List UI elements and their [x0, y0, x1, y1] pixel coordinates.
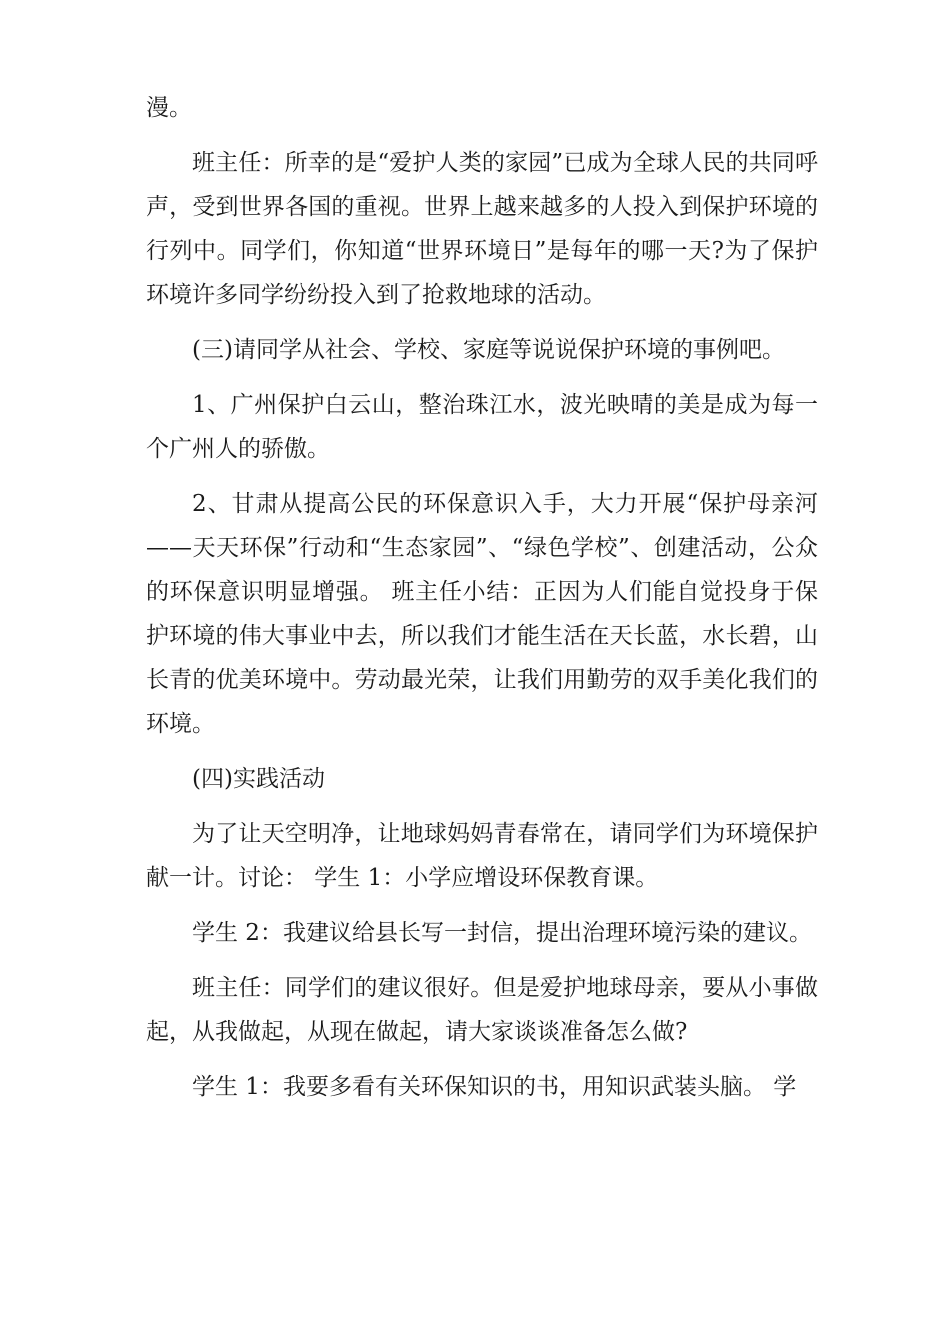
paragraph: 1、广州保护白云山，整治珠江水，波光映晴的美是成为每一个广州人的骄傲。	[146, 392, 818, 462]
paragraph: 学生 1：我要多看有关环保知识的书，用知识武装头脑。 学	[192, 1074, 797, 1100]
paragraph: 2、甘肃从提高公民的环保意识入手，大力开展“保护母亲河——天天环保”行动和“生态家园”、“绿色学校”、创建活动，公众的环保意识明显增强。 班主任小结：正因为人们能自觉投身于保护环境的伟大事业中去，所以我们才能生活在天长蓝，水长碧，山长青的优美环境中。劳动最光荣，让我们用勤劳的双手美化我们的环境。	[146, 491, 818, 737]
paragraph: 漫。	[146, 95, 192, 121]
paragraph: 班主任：同学们的建议很好。但是爱护地球母亲，要从小事做起，从我做起，从现在做起，请大家谈谈准备怎么做?	[146, 975, 818, 1045]
paragraph: 为了让天空明净，让地球妈妈青春常在，请同学们为环境保护献一计。讨论： 学生 1：小学应增设环保教育课。	[146, 821, 818, 891]
paragraph: (三)请同学从社会、学校、家庭等说说保护环境的事例吧。	[192, 337, 785, 363]
paragraph: 学生 2：我建议给县长写一封信，提出治理环境污染的建议。	[192, 920, 812, 946]
document-body	[146, 86, 818, 1120]
section-heading: (四)实践活动	[192, 766, 325, 792]
paragraph: 班主任：所幸的是“爱护人类的家园”已成为全球人民的共同呼声，受到世界各国的重视。世界上越来越多的人投入到保护环境的行列中。同学们，你知道“世界环境日”是每年的哪一天?为了保护环境许多同学纷纷投入到了抢救地球的活动。	[146, 150, 818, 308]
